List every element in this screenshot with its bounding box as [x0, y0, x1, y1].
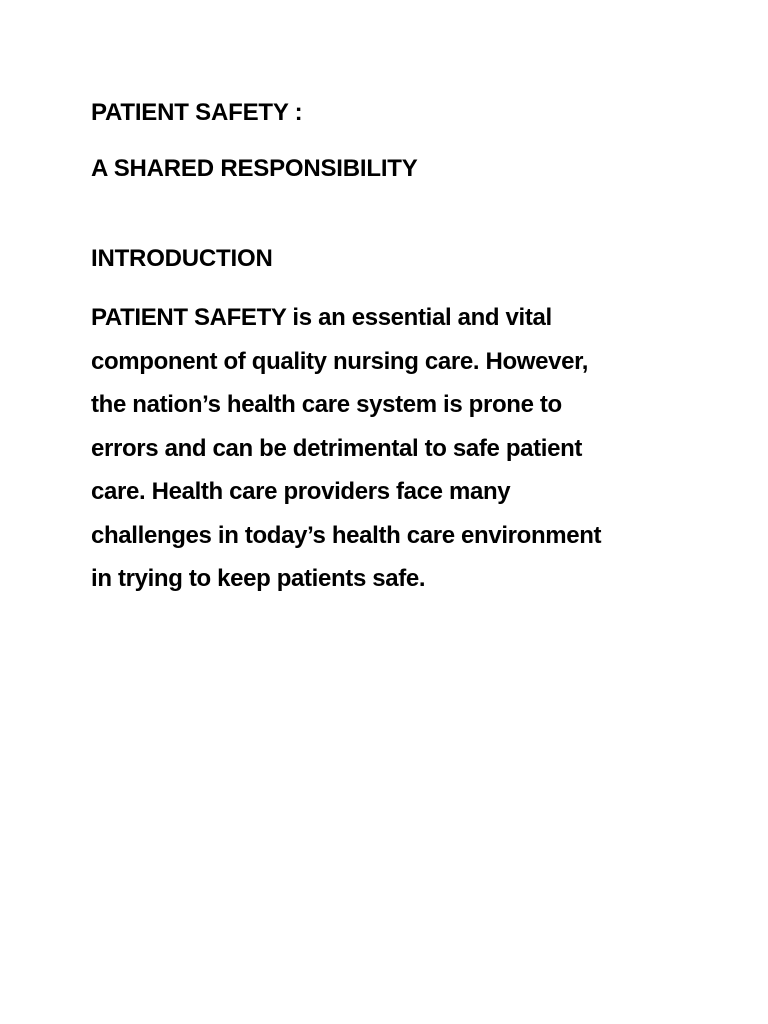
paragraph-line: challenges in today’s health care environment	[91, 521, 602, 549]
paragraph-line: in trying to keep patients safe.	[91, 565, 426, 592]
paragraph-line: the nation’s health care system is prone to	[91, 391, 562, 418]
paragraph-line: care. Health care providers face many	[91, 478, 511, 505]
document-title-line-1: PATIENT SAFETY :	[91, 99, 303, 126]
paragraph-line: errors and can be detrimental to safe patient	[91, 434, 583, 462]
introduction-paragraph	[91, 296, 691, 601]
paragraph-line: PATIENT SAFETY is an essential and vital	[91, 304, 552, 331]
document-content	[91, 96, 691, 601]
paragraph-line: component of quality nursing care. However,	[91, 347, 589, 375]
section-heading-introduction: INTRODUCTION	[91, 245, 273, 272]
document-title-line-2: A SHARED RESPONSIBILITY	[91, 155, 418, 182]
